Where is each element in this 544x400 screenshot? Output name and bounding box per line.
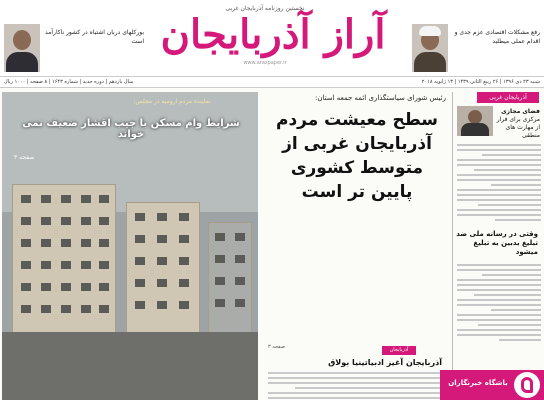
issue-date: شنبه ۲۳ دی ۱۳۹۶ | ۲۶ ربیع الثانی ۱۴۳۹ | ۱۳ ژانویه ۲۰۱۸ — [421, 79, 540, 85]
right-teaser-text: رفع مشکلات اقتصادی عزم جدی و اقدام عملی میطلبد — [454, 29, 540, 45]
badge-label: باشگاه خبرنگاران — [448, 379, 508, 387]
masthead — [0, 0, 544, 88]
masthead-url: www.arazpaper.ir — [243, 60, 287, 66]
headline-kicker: رئیس شورای سیاستگذاری ائمه جمعه استان: — [315, 94, 446, 102]
photo-headline[interactable]: شرایط وام مسکن با جیب اقشار ضعیف نمی خواند — [22, 118, 240, 140]
info-bar — [0, 76, 544, 88]
brief-text: مرکزی برای فرار از مهارت های منطقی — [496, 116, 540, 139]
building — [12, 184, 116, 344]
official-portrait — [4, 24, 40, 72]
section-tab: آذربایجان — [382, 346, 416, 355]
page-reference: صفحه ۳ — [268, 344, 285, 350]
club-logo-icon — [514, 372, 540, 398]
source-badge[interactable] — [440, 370, 544, 400]
newspaper-logo: آراز آذربایجان — [160, 11, 386, 58]
body-text — [268, 372, 446, 400]
article-headline[interactable]: آذربایجان آغیز ادبیاتینیا بولاق — [328, 358, 442, 367]
issue-number: سال یازدهم | دوره جدید | شماره ۱۶۴۳ | ۸ صفحه | ۱۰۰۰ ریال — [4, 79, 134, 85]
main-headline[interactable]: سطح معیشت مردم آذربایجان غربی از متوسط کشوری پایین تر است — [275, 110, 438, 202]
brief-title: فضای مجازی — [501, 108, 540, 115]
right-column — [452, 92, 542, 400]
masthead-tagline: نخستین روزنامه آذربایجان غربی — [225, 5, 305, 12]
building — [208, 222, 252, 342]
center-column — [262, 92, 448, 400]
right-teaser[interactable] — [412, 22, 542, 76]
left-teaser[interactable] — [4, 22, 146, 76]
building — [126, 202, 200, 342]
left-teaser-text: بورکلهای دربان اشتیاه در کشور ناکارآمد است — [45, 29, 144, 45]
construction-photo — [2, 92, 258, 400]
brief-item[interactable] — [494, 108, 540, 140]
brief-photo — [457, 106, 493, 136]
cleric-portrait — [412, 24, 448, 72]
brief-headline[interactable]: وقتی در رسانه ملی ضد تبلیغ بدبین به تبلیغ میشود — [456, 230, 538, 256]
body-text — [457, 144, 541, 224]
photo-page-reference: صفحه ۳ — [14, 154, 35, 161]
column-heading: آذربایجان غربی — [477, 92, 539, 103]
photo-kicker: نماینده مردم ارومیه در مجلس: — [133, 98, 211, 105]
body-text — [457, 264, 541, 344]
